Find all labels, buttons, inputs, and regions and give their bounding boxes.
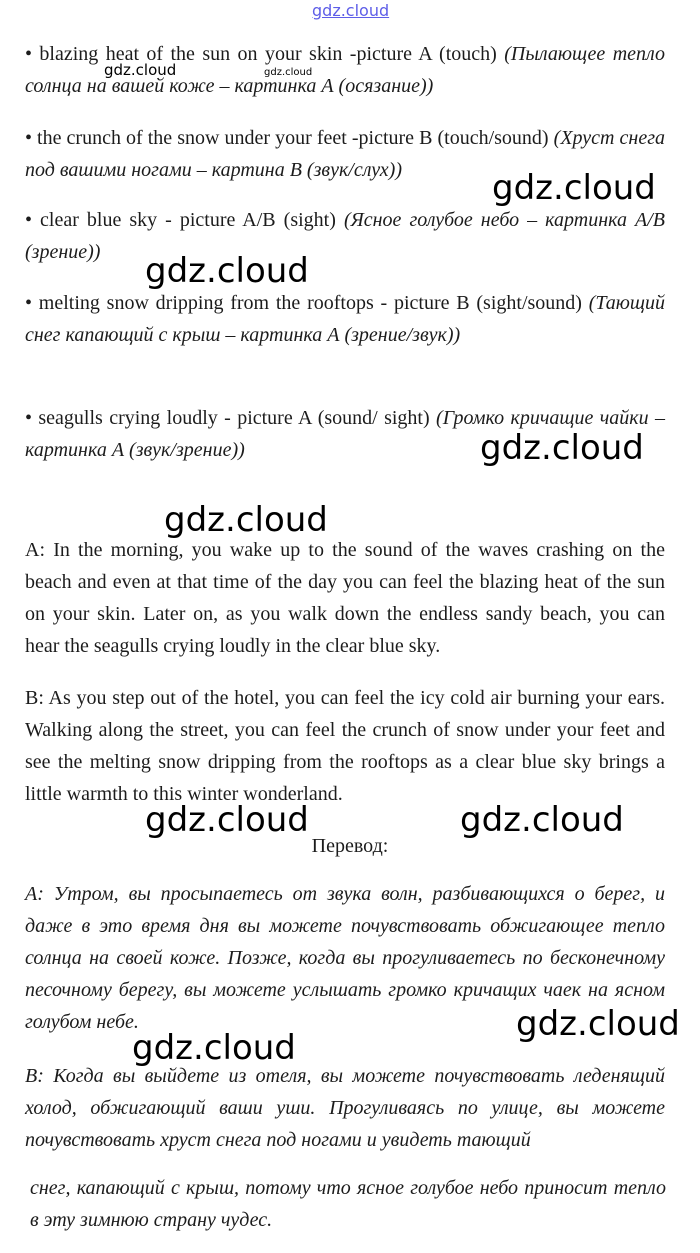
- translation-title: Перевод:: [311, 835, 389, 857]
- watermark: gdz.cloud: [104, 61, 177, 79]
- bullet-3-en: • clear blue sky - picture A/B (sight): [25, 209, 336, 231]
- watermark: gdz.cloud: [516, 1004, 680, 1044]
- bullet-3: [25, 204, 665, 268]
- bullet-5-ru: (Громко кричащие чайки – картинка А (звук/зрение)): [25, 407, 666, 461]
- bullet-5-en: • seagulls crying loudly - picture A (sound/ sight): [25, 407, 430, 429]
- watermark: gdz.cloud: [164, 500, 328, 540]
- bullet-4-ru: (Тающий снег капающий с крыш – картинка А (зрение/звук)): [25, 292, 665, 346]
- bullet-1-ru: (Пылающее тепло солнца на вашей коже – картинка А (осязание)): [25, 43, 665, 97]
- watermark: gdz.cloud: [145, 251, 309, 291]
- watermark: gdz.cloud: [264, 67, 313, 78]
- bullet-3-ru: (Ясное голубое небо – картинка А/В (зрение)): [25, 209, 665, 263]
- paragraph-b: B: As you step out of the hotel, you can feel the icy cold air burning your ears. Walking along the street, you can feel the crunch of snow under your feet and see the melting snow dripping from the rooftops as a clear blue sky brings a little warmth to this winter wonderland.: [25, 687, 665, 805]
- bullet-4: [25, 287, 665, 351]
- watermark: gdz.cloud: [145, 800, 309, 840]
- bullet-2-ru: (Хруст снега под вашими ногами – картина В (звук/слух)): [25, 127, 666, 181]
- translation-b-continued: снег, капающий с крыш, потому что ясное голубое небо приносит тепло в эту зимнюю страну чудес.: [30, 1177, 666, 1231]
- watermark-top: gdz.cloud: [312, 1, 390, 20]
- translation-a: А: Утром, вы просыпаетесь от звука волн, разбивающихся о берег, и даже в это время дня вы можете почувствовать обжигающее тепло солнца на своей коже. Позже, когда вы прогуливаетесь по бесконечному песочному берегу, вы можете услышать громко кричащих чаек на ясном голубом небе.: [25, 883, 665, 1033]
- translation-b: В: Когда вы выйдете из отеля, вы можете почувствовать леденящий холод, обжигающий ваши уши. Прогуливаясь по улице, вы можете почувствовать хруст снега под ногами и увидеть тающий: [25, 1065, 665, 1151]
- watermark: gdz.cloud: [460, 800, 624, 840]
- watermark: gdz.cloud: [132, 1028, 296, 1068]
- paragraph-a: A: In the morning, you wake up to the sound of the waves crashing on the beach and even at that time of the day you can feel the blazing heat of the sun on your skin. Later on, as you walk down the endless sandy beach, you can hear the seagulls crying loudly in the clear blue sky.: [25, 539, 665, 657]
- watermark: gdz.cloud: [480, 428, 644, 468]
- bullet-1-en: • blazing heat of the sun on your skin -picture A (touch): [25, 43, 497, 65]
- bullet-2-en: • the crunch of the snow under your feet -picture B (touch/sound): [25, 127, 549, 149]
- watermark: gdz.cloud: [492, 168, 656, 208]
- bullet-4-en: • melting snow dripping from the rooftops - picture B (sight/sound): [25, 292, 582, 314]
